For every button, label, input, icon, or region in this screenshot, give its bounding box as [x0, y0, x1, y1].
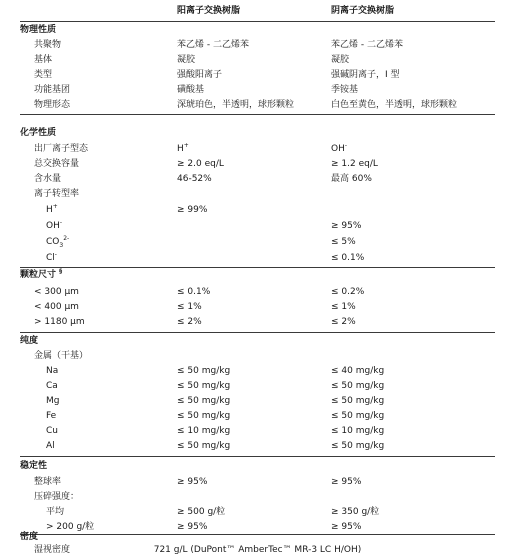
section-density: 密度	[20, 532, 39, 542]
table-row: Na ≤ 50 mg/kg ≤ 40 mg/kg	[46, 366, 385, 376]
table-row: Mg ≤ 50 mg/kg ≤ 50 mg/kg	[46, 396, 385, 406]
table-row: 功能基团 磺酸基 季铵基	[34, 85, 359, 95]
table-row: 平均 ≥ 500 g/粒 ≥ 350 g/粒	[46, 507, 380, 517]
header-cation: 阳离子交换树脂	[177, 6, 241, 16]
table-row: 金属（干基）	[34, 351, 89, 361]
section-purity: 纯度	[20, 336, 39, 346]
divider	[20, 21, 495, 22]
section-chemical: 化学性质	[20, 128, 57, 138]
table-row: OH- ≥ 95%	[46, 219, 362, 231]
table-row: 整球率 ≥ 95% ≥ 95%	[34, 477, 362, 487]
table-row: < 400 µm ≤ 1% ≤ 1%	[34, 302, 356, 312]
table-row: 物理形态 深琥珀色，半透明，球形颗粒 白色至黄色，半透明，球形颗粒	[34, 100, 458, 110]
table-row: 压碎强度：	[34, 492, 80, 502]
table-row: Fe ≤ 50 mg/kg ≤ 50 mg/kg	[46, 411, 385, 421]
divider	[20, 114, 495, 115]
table-row: $CO_3^{2-}$ ≤ 5%	[46, 235, 356, 249]
table-row: 总交换容量 ≥ 2.0 eq/L ≥ 1.2 eq/L	[34, 159, 378, 169]
table-row: Cu ≤ 10 mg/kg ≤ 10 mg/kg	[46, 426, 385, 436]
section-physical: 物理性质	[20, 25, 57, 35]
table-row: Ca ≤ 50 mg/kg ≤ 50 mg/kg	[46, 381, 385, 391]
table-row: < 300 µm ≤ 0.1% ≤ 0.2%	[34, 287, 365, 297]
table-row: 共聚物 苯乙烯 - 二乙烯苯 苯乙烯 - 二乙烯苯	[34, 40, 403, 50]
table-header	[20, 4, 495, 19]
section-stability: 稳定性	[20, 461, 48, 471]
table-row: Al ≤ 50 mg/kg ≤ 50 mg/kg	[46, 441, 385, 451]
table-row: > 1180 µm ≤ 2% ≤ 2%	[34, 317, 356, 327]
table-row: 离子转型率	[34, 189, 80, 199]
header-anion: 阴离子交换树脂	[331, 6, 395, 16]
table-row: H+ ≥ 99%	[46, 203, 208, 215]
table-row: > 200 g/粒 ≥ 95% ≥ 95%	[46, 522, 362, 532]
table-row: 含水量 46-52% 最高 60%	[34, 174, 372, 184]
divider	[20, 332, 495, 333]
table-row: 基体 凝胶 凝胶	[34, 55, 350, 65]
table-row: 类型 强酸阳离子 强碱阴离子，I 型	[34, 70, 400, 80]
divider	[20, 456, 495, 457]
table-row: 出厂离子型态 H+ OH-	[34, 142, 348, 154]
table-row: Cl- ≤ 0.1%	[46, 251, 365, 263]
table-row: 湿视密度 721 g/L (DuPont™ AmberTec™ MR-3 LC H/OH)	[34, 545, 362, 555]
section-particle: 颗粒尺寸 §	[20, 268, 63, 280]
